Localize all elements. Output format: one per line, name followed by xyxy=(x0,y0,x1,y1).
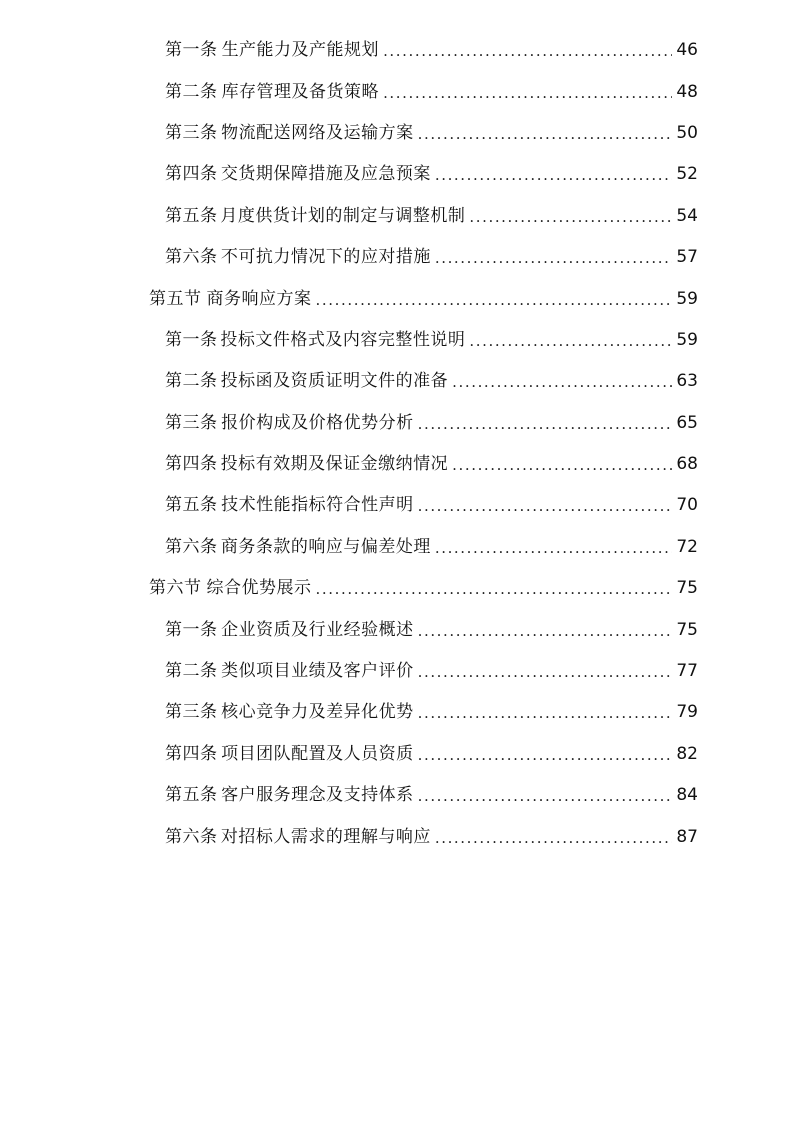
toc-entry-number: 第五条 xyxy=(165,785,218,806)
toc-leader-dots xyxy=(418,127,672,142)
toc-section-entry[interactable] xyxy=(0,568,793,609)
toc-entry[interactable] xyxy=(0,692,793,733)
toc-entry-page: 54 xyxy=(676,205,698,226)
toc-leader-dots xyxy=(452,458,672,473)
toc-leader-dots xyxy=(469,334,672,349)
toc-leader-dots xyxy=(418,417,672,432)
toc-leader-dots xyxy=(418,624,672,639)
toc-entry-number: 第五条 xyxy=(165,205,218,226)
toc-entry-number: 第四条 xyxy=(165,743,218,764)
toc-entry-number: 第二条 xyxy=(165,661,218,682)
toc-entry-title: 投标有效期及保证金缴纳情况 xyxy=(220,454,449,475)
toc-entry-page: 48 xyxy=(676,81,698,102)
toc-leader-dots xyxy=(435,541,672,556)
toc-leader-dots xyxy=(383,44,672,59)
toc-entry[interactable] xyxy=(0,71,793,112)
toc-entry[interactable] xyxy=(0,361,793,402)
toc-entry-title: 商务响应方案 xyxy=(206,288,312,309)
toc-entry-number: 第六节 xyxy=(149,578,202,599)
toc-entry-title: 物流配送网络及运输方案 xyxy=(221,122,414,143)
toc-entry-title: 交货期保障措施及应急预案 xyxy=(220,164,431,185)
toc-entry-number: 第五节 xyxy=(149,288,202,309)
toc-entry-page: 52 xyxy=(676,164,698,185)
toc-entry-page: 77 xyxy=(676,661,698,682)
toc-entry-number: 第六条 xyxy=(165,247,218,268)
toc-entry[interactable] xyxy=(0,485,793,526)
toc-entry-title: 投标函及资质证明文件的准备 xyxy=(220,371,449,392)
toc-entry[interactable] xyxy=(0,734,793,775)
toc-entry-page: 68 xyxy=(676,454,698,475)
toc-entry[interactable] xyxy=(0,816,793,857)
toc-entry-title: 类似项目业绩及客户评价 xyxy=(221,661,414,682)
toc-entry-page: 84 xyxy=(676,785,698,806)
toc-leader-dots xyxy=(435,831,672,846)
toc-leader-dots xyxy=(469,210,672,225)
toc-entry[interactable] xyxy=(0,527,793,568)
toc-entry-page: 65 xyxy=(676,412,698,433)
toc-entry-title: 技术性能指标符合性声明 xyxy=(221,495,414,516)
toc-entry-title: 综合优势展示 xyxy=(206,578,312,599)
toc-entry-number: 第一条 xyxy=(165,40,218,61)
toc-entry[interactable] xyxy=(0,609,793,650)
table-of-contents xyxy=(0,30,793,858)
toc-entry-number: 第一条 xyxy=(165,329,218,350)
toc-entry-title: 对招标人需求的理解与响应 xyxy=(220,826,431,847)
toc-entry-title: 不可抗力情况下的应对措施 xyxy=(220,247,431,268)
toc-entry-number: 第一条 xyxy=(165,619,218,640)
toc-entry-page: 75 xyxy=(676,578,698,599)
toc-leader-dots xyxy=(435,168,672,183)
toc-leader-dots xyxy=(316,582,673,597)
toc-entry-page: 63 xyxy=(676,371,698,392)
toc-leader-dots xyxy=(452,375,672,390)
toc-entry-number: 第三条 xyxy=(165,702,218,723)
toc-entry-page: 72 xyxy=(676,536,698,557)
toc-entry-title: 库存管理及备货策略 xyxy=(221,81,380,102)
toc-entry-number: 第二条 xyxy=(165,371,218,392)
toc-entry[interactable] xyxy=(0,113,793,154)
toc-entry-title: 项目团队配置及人员资质 xyxy=(221,743,414,764)
toc-entry[interactable] xyxy=(0,196,793,237)
toc-leader-dots xyxy=(418,499,672,514)
toc-leader-dots xyxy=(418,706,672,721)
toc-entry-title: 企业资质及行业经验概述 xyxy=(221,619,414,640)
toc-leader-dots xyxy=(418,789,672,804)
toc-entry-number: 第三条 xyxy=(165,412,218,433)
toc-entry-number: 第四条 xyxy=(165,454,218,475)
toc-entry[interactable] xyxy=(0,651,793,692)
toc-entry-page: 59 xyxy=(676,288,698,309)
toc-leader-dots xyxy=(316,293,673,308)
toc-entry-page: 79 xyxy=(676,702,698,723)
toc-entry-title: 客户服务理念及支持体系 xyxy=(221,785,414,806)
toc-entry-title: 投标文件格式及内容完整性说明 xyxy=(220,329,466,350)
toc-entry[interactable] xyxy=(0,30,793,71)
toc-entry-number: 第六条 xyxy=(165,826,218,847)
toc-entry-page: 70 xyxy=(676,495,698,516)
toc-entry-page: 59 xyxy=(676,329,698,350)
toc-leader-dots xyxy=(418,665,672,680)
toc-leader-dots xyxy=(383,86,672,101)
toc-entry-page: 57 xyxy=(676,247,698,268)
toc-entry[interactable] xyxy=(0,403,793,444)
toc-entry-number: 第六条 xyxy=(165,536,218,557)
toc-entry-title: 核心竞争力及差异化优势 xyxy=(221,702,414,723)
toc-entry[interactable] xyxy=(0,320,793,361)
toc-entry[interactable] xyxy=(0,154,793,195)
toc-entry-title: 生产能力及产能规划 xyxy=(221,40,380,61)
toc-section-entry[interactable] xyxy=(0,278,793,319)
toc-entry-title: 商务条款的响应与偏差处理 xyxy=(220,536,431,557)
toc-leader-dots xyxy=(418,748,672,763)
toc-entry-number: 第四条 xyxy=(165,164,218,185)
toc-entry-title: 月度供货计划的制定与调整机制 xyxy=(220,205,466,226)
toc-leader-dots xyxy=(435,251,672,266)
toc-entry[interactable] xyxy=(0,775,793,816)
toc-entry-title: 报价构成及价格优势分析 xyxy=(221,412,414,433)
toc-entry-page: 87 xyxy=(676,826,698,847)
toc-entry-page: 75 xyxy=(676,619,698,640)
toc-entry[interactable] xyxy=(0,237,793,278)
toc-entry[interactable] xyxy=(0,444,793,485)
toc-entry-page: 46 xyxy=(676,40,698,61)
toc-entry-page: 50 xyxy=(676,122,698,143)
toc-entry-number: 第二条 xyxy=(165,81,218,102)
toc-entry-page: 82 xyxy=(676,743,698,764)
toc-entry-number: 第三条 xyxy=(165,122,218,143)
toc-entry-number: 第五条 xyxy=(165,495,218,516)
